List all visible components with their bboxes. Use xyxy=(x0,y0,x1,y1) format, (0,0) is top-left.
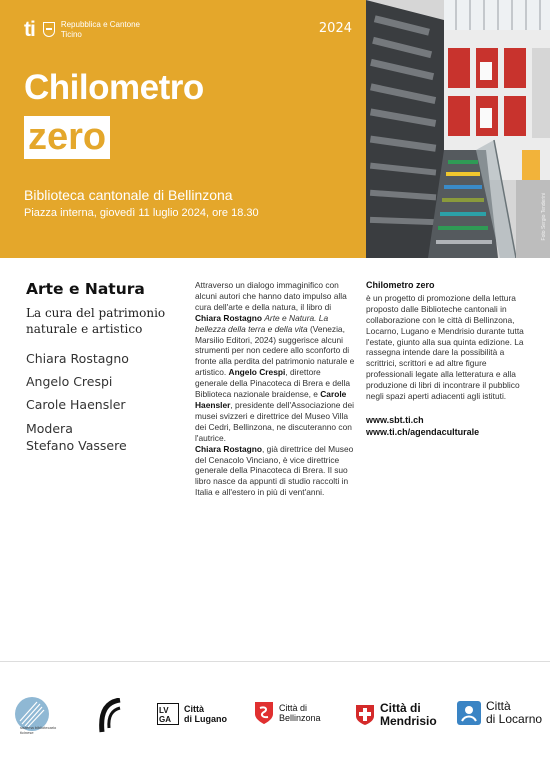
library-mark-icon xyxy=(98,698,124,734)
speaker-list xyxy=(26,347,186,416)
poster-header xyxy=(0,0,550,258)
description-column xyxy=(195,280,355,498)
lugano-line2: di Lugano xyxy=(184,714,227,724)
mendrisio-text xyxy=(380,702,437,728)
partner-logos xyxy=(0,661,550,778)
bellinzona-text xyxy=(279,703,321,723)
links-block xyxy=(366,414,531,438)
lugano-line1: Città xyxy=(184,704,204,714)
locarno-line2: di Locarno xyxy=(486,712,543,726)
guest-name: Angelo Crespi xyxy=(228,367,286,378)
speaker-name: Angelo Crespi xyxy=(26,374,113,389)
library-photo xyxy=(366,0,550,258)
authority-name: Repubblica e Cantone Ticino xyxy=(60,19,140,39)
locarno-logo xyxy=(457,700,542,726)
event-subtitle: La cura del patrimonio naturale e artistico xyxy=(26,306,166,336)
ti-brand xyxy=(24,19,151,40)
moderator-name: Stefano Vassere xyxy=(26,438,127,453)
header-orange-panel xyxy=(0,0,366,258)
moderator-label: Modera xyxy=(26,421,73,436)
lugano-mark-icon xyxy=(157,703,179,725)
event-title: Arte e Natura xyxy=(26,280,145,298)
library-interior-illustration xyxy=(366,0,550,258)
title-chilometro: Chilometro xyxy=(24,68,204,107)
locarno-emblem-icon xyxy=(457,701,481,725)
book-title: Arte e Natura. La bellezza della terra e della vita xyxy=(195,312,329,334)
title-zero: zero xyxy=(24,116,110,159)
venue-name: Biblioteca cantonale di Bellinzona xyxy=(24,187,233,203)
mendrisio-line2: Mendrisio xyxy=(380,714,437,728)
mendrisio-logo xyxy=(355,702,437,728)
locarno-text xyxy=(486,700,542,726)
canton-shield-icon xyxy=(43,22,55,37)
sbt-label: sistema bibliotecario ticinese xyxy=(20,725,57,735)
svg-text:GA: GA xyxy=(159,715,171,724)
bellinzona-shield-icon xyxy=(254,701,274,725)
author-bio-paragraph xyxy=(195,444,355,499)
desc-text: , direttore generale della Pinacoteca di Brera e della Biblioteca nazionale braidense, e xyxy=(195,367,351,400)
desc-text: , presidente dell'Associazione dei musei svizzeri e direttrice del Museo Villa dei Cedri, Bellinzona, ne discuteranno con l'autrice. xyxy=(195,399,354,443)
desc-text: Attraverso un dialogo immaginifico con alcuni autori che hanno dato impulso alla cura dell'arte e della natura, il libro di xyxy=(195,280,347,312)
author-name: Chiara Rostagno xyxy=(195,443,263,454)
about-column xyxy=(366,280,531,438)
bellinzona-logo xyxy=(254,701,321,725)
library-mark xyxy=(98,698,124,734)
author-name: Chiara Rostagno xyxy=(195,312,263,323)
event-datetime: Piazza interna, giovedì 11 luglio 2024, ore 18.30 xyxy=(24,207,259,219)
mendrisio-shield-icon xyxy=(355,704,375,726)
svg-text:LV: LV xyxy=(159,706,169,715)
bellinzona-line1: Città di xyxy=(279,703,308,713)
speaker-name: Chiara Rostagno xyxy=(26,351,129,366)
about-title: Chilometro zero xyxy=(366,280,435,290)
bellinzona-line2: Bellinzona xyxy=(279,713,321,723)
lugano-logo xyxy=(157,703,227,725)
year-label: 2024 xyxy=(318,21,352,36)
ti-logo: ti xyxy=(24,18,35,41)
photo-credit: Foto Sergio Tenderini xyxy=(541,192,547,240)
mendrisio-line1: Città di xyxy=(380,701,421,715)
about-text: è un progetto di promozione della lettura proposto dalle Biblioteche cantonali in collaborazione con le città di Bellinzona, Locarno, Lugano e Mendrisio durante tutta l'estate, giunto alla sua quinta edizione. La rassegna intende dare la possibilità a scrittrici, scrittori e ad altre figure professionali legate alla letteratura e alla produzione di libri di incontrare il pubblico negli spazi aperti adiacenti agli istituti. xyxy=(366,292,524,402)
link-agenda[interactable]: www.ti.ch/agendaculturale xyxy=(366,426,480,437)
bio-text: , già direttrice del Museo del Cenacolo Vinciano, è vice direttrice generale della Pinacoteca di Brera. Il suo libro nasce da appunti di studio raccolti in Italia e all'estero in più di vent'anni. xyxy=(195,443,354,498)
locarno-line1: Città xyxy=(486,699,511,713)
speaker-name: Carole Haensler xyxy=(26,397,126,412)
event-column xyxy=(26,280,186,454)
desc-text: (Venezia, Marsilio Editori, 2024) suggerisce alcuni strumenti per non cedere allo sconforto di fronte alla perdita del patrimonio naturale e artistico. xyxy=(195,323,355,378)
link-sbt[interactable]: www.sbt.ti.ch xyxy=(366,414,424,425)
lugano-text xyxy=(184,704,227,724)
description-paragraph xyxy=(195,280,355,444)
guest-name: Carole Haensler xyxy=(195,389,347,410)
